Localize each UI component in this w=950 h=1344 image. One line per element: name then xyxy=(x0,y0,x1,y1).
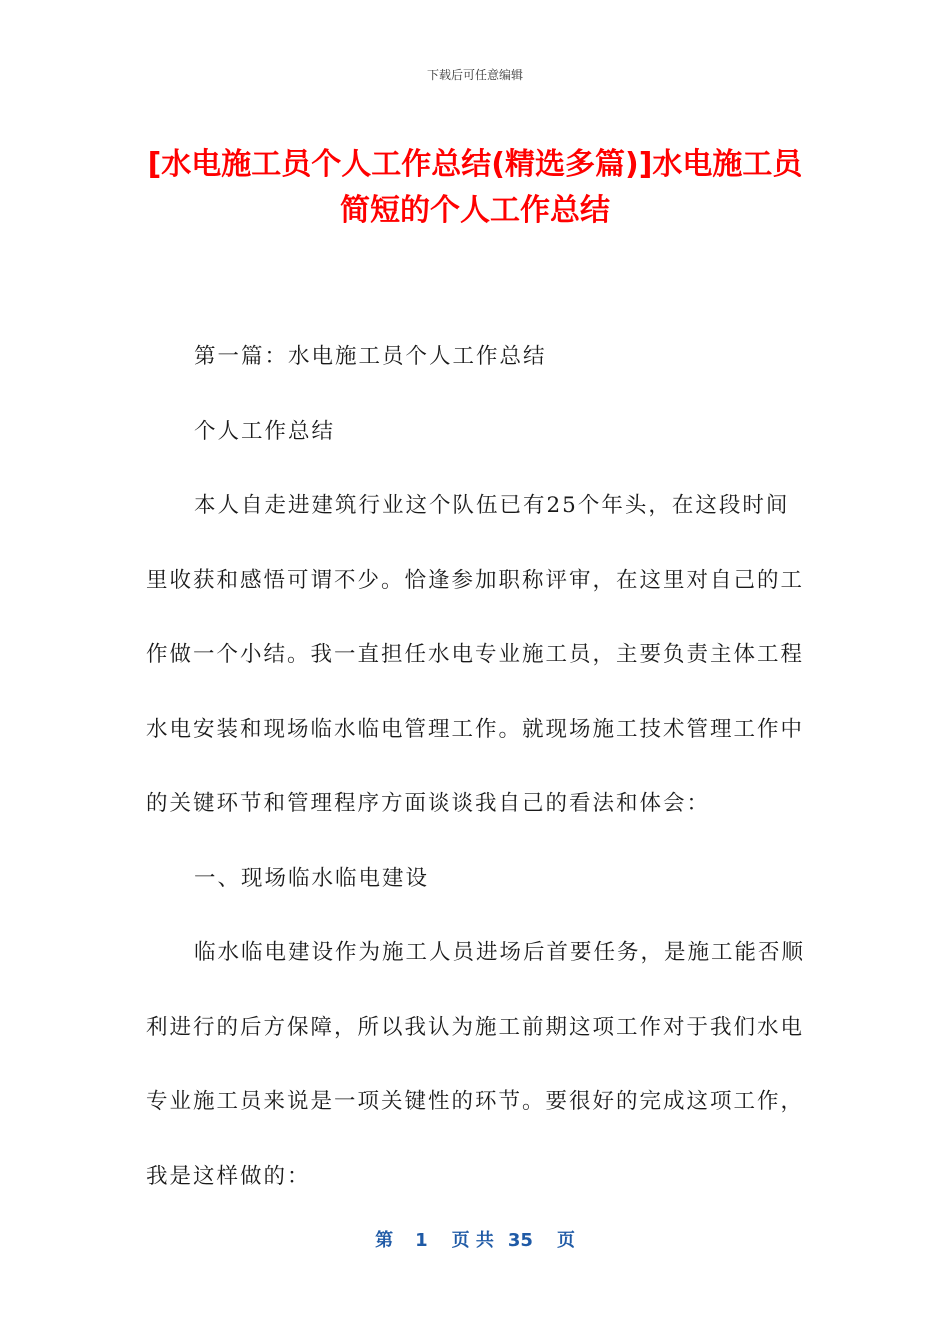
footer-page-number: 1 xyxy=(415,1230,428,1251)
footer-middle: 页 共 xyxy=(451,1230,494,1251)
paragraph-section-heading: 第一篇：水电施工员个人工作总结 xyxy=(194,344,547,369)
paragraph-item-body: 临水临电建设作为施工人员进场后首要任务，是施工能否顺利进行的后方保障，所以我认为施工前期这项工作对于我们水电专业施工员来说是一项关键性的环节。要很好的完成这项工作，我是这样做的： xyxy=(146,940,806,1189)
footer-prefix: 第 xyxy=(375,1230,394,1251)
paragraph-item-heading: 一、现场临水临电建设 xyxy=(194,865,430,891)
footer-total-pages: 35 xyxy=(507,1230,533,1251)
footer-suffix: 页 xyxy=(556,1230,575,1251)
header-note: 下载后可任意编辑 xyxy=(426,68,523,82)
paragraph-subheading: 个人工作总结 xyxy=(194,418,336,444)
document-body xyxy=(146,320,806,1214)
document-title: [水电施工员个人工作总结(精选多篇)]水电施工员简短的个人工作总结 xyxy=(147,147,803,228)
paragraph-intro: 本人自走进建筑行业这个队伍已有25个年头，在这段时间里收获和感悟可谓不少。恰逢参加职称评审，在这里对自己的工作做一个小结。我一直担任水电专业施工员，主要负责主体工程水电安装和现场临水临电管理工作。就现场施工技术管理工作中的关键环节和管理程序方面谈谈我自己的看法和体会： xyxy=(146,493,805,816)
page-number-footer xyxy=(0,1226,950,1252)
